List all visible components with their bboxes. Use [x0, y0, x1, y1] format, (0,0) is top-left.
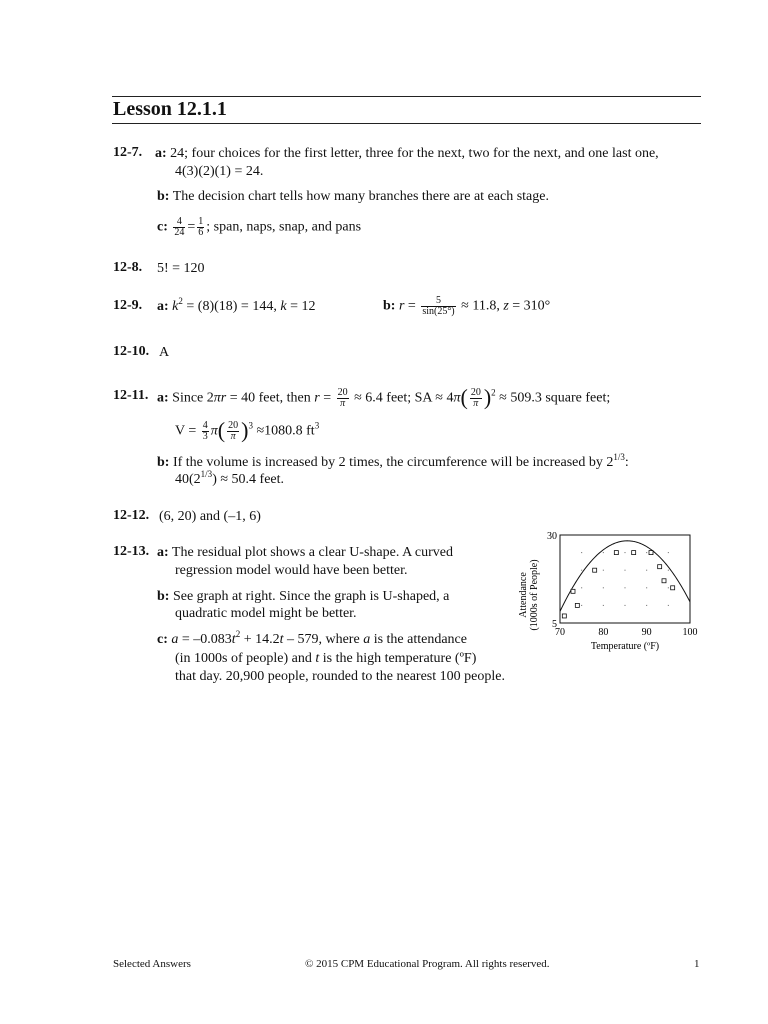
- y-axis-label-line2: (1000s of People): [529, 559, 540, 631]
- problem-12-7-c: c: $\frac{4}{24}$ = $\frac{1}{6}$ ; span, naps, snap, and pans: [157, 216, 362, 238]
- quadratic-fit-curve: [560, 541, 690, 612]
- answer-text: ; span, naps, snap, and pans: [206, 219, 362, 235]
- problem-12-7-number: 12-7.: [113, 145, 143, 160]
- data-point: [562, 614, 566, 618]
- problem-12-11-volume: V = $\frac{4}{3}$ π( $\frac{20}{\pi}$ )$^3$ ≈1080.8 $ft^3$: [175, 417, 320, 443]
- problem-12-13-a: a: The residual plot shows a clear U-shape. A curved: [157, 545, 454, 560]
- data-point: [662, 579, 666, 583]
- y-tick-label: 5: [552, 619, 557, 630]
- part-label: b:: [157, 189, 170, 204]
- problem-12-12-number: 12-12.: [113, 508, 150, 523]
- grid-dot: [668, 587, 669, 588]
- problem-12-8-answer: 5! = 120: [157, 261, 205, 276]
- part-label: a:: [155, 146, 167, 161]
- problem-12-7-a-cont: 4(3)(2)(1) = 24.: [175, 164, 264, 179]
- data-point: [649, 551, 653, 555]
- data-point: [571, 589, 575, 593]
- tick-labels: [547, 531, 698, 638]
- problem-12-13-b-cont: quadratic model might be better.: [175, 606, 357, 621]
- grid-dot: [581, 605, 582, 606]
- problem-12-12-answer: (6, 20) and (–1, 6): [159, 509, 261, 524]
- fraction: $\frac{20}{\pi}$: [337, 387, 348, 409]
- fraction: $\frac{5}{\sin(25^\circ)}$: [422, 295, 455, 317]
- grid-dot: [581, 570, 582, 571]
- problem-12-13-number: 12-13.: [113, 544, 150, 559]
- data-point: [658, 565, 662, 569]
- header-bottom-rule: [112, 123, 701, 124]
- grid-dot: [625, 570, 626, 571]
- grid-dot: [581, 552, 582, 553]
- x-tick-label: 80: [598, 627, 609, 638]
- x-tick-label: 90: [641, 627, 652, 638]
- answer-text: The decision chart tells how many branches there are at each stage.: [172, 189, 549, 204]
- problem-12-10-answer: A: [159, 345, 170, 360]
- footer-center: © 2015 CPM Educational Program. All rights reserved.: [305, 958, 550, 970]
- problem-12-10-number: 12-10.: [113, 344, 150, 359]
- fraction: $\frac{20}{\pi}$: [470, 387, 481, 409]
- x-tick-label: 70: [555, 627, 565, 638]
- fraction: $\frac{20}{\pi}$: [228, 420, 239, 442]
- part-label: c:: [157, 219, 168, 235]
- attendance-scatter-chart: [510, 525, 710, 665]
- grid-dot: [581, 587, 582, 588]
- problem-12-7-a: [155, 145, 659, 163]
- grid-dot: [625, 552, 626, 553]
- problem-12-11-b: b: If the volume is increased by 2 times, the circumference will be increased by $2^{1/3}$:: [157, 452, 629, 470]
- problem-12-8-number: 12-8.: [113, 260, 143, 275]
- grid-dot: [668, 570, 669, 571]
- x-axis-label: Temperature (ºF): [590, 641, 660, 652]
- grid-dot: [603, 605, 604, 606]
- footer-left: Selected Answers: [113, 958, 191, 970]
- data-points: [562, 551, 674, 618]
- problem-12-11-b-cont: $40(2^{1/3}) \approx 50.4$ feet.: [175, 469, 285, 487]
- grid-dot: [668, 552, 669, 553]
- problem-12-13-c: c: $a = -0.083t^2 + 14.2t - 579$, where a is the attendance: [157, 629, 467, 647]
- data-point: [575, 603, 579, 607]
- problem-12-9-a: a: $k^2 = (8)(18) = 144$, k = 12: [157, 296, 316, 314]
- grid-dot: [646, 570, 647, 571]
- data-point: [593, 568, 597, 572]
- grid-dot: [603, 552, 604, 553]
- y-axis-label-line1: Attendance: [518, 572, 529, 618]
- problem-12-13-c-cont2: that day. 20,900 people, rounded to the nearest 100 people.: [175, 669, 505, 684]
- fraction: $\frac{4}{3}$: [202, 420, 208, 442]
- problem-12-7-b: [157, 188, 549, 206]
- y-axis-label: [518, 559, 540, 630]
- fraction: $\frac{1}{6}$: [198, 216, 204, 238]
- grid-dot: [668, 605, 669, 606]
- plot-frame: [560, 535, 690, 623]
- data-point: [671, 586, 675, 590]
- problem-12-9-b: b: r = $\frac{5}{\sin(25^\circ)}$ ≈ 11.8, z = 310°: [383, 295, 551, 317]
- grid-dot: [625, 587, 626, 588]
- grid-dot: [625, 605, 626, 606]
- grid-dot: [646, 605, 647, 606]
- grid-dot: [603, 570, 604, 571]
- grid-dot: [646, 587, 647, 588]
- y-tick-label: 30: [547, 531, 557, 542]
- grid-dot: [646, 552, 647, 553]
- x-tick-label: 100: [682, 627, 698, 638]
- header-top-rule: [112, 96, 701, 97]
- problem-12-13-a-cont: regression model would have been better.: [175, 563, 408, 578]
- data-point: [614, 551, 618, 555]
- problem-12-9-number: 12-9.: [113, 298, 143, 313]
- lesson-title: Lesson 12.1.1: [113, 98, 227, 120]
- problem-12-11-number: 12-11.: [113, 388, 149, 403]
- problem-12-11-a: a: Since 2πr = 40 feet, then r = $\frac{20}{\pi}$ ≈ 6.4 feet; SA ≈ 4π( $\frac{20}{\pi}$ )$^2$ ≈ 509.3 square feet;: [157, 384, 611, 410]
- grid-dots: [581, 552, 669, 606]
- problem-12-13-c-cont: (in 1000s of people) and t is the high temperature (ºF): [175, 651, 477, 666]
- answer-text: 24; four choices for the first letter, three for the next, two for the next, and one last one,: [170, 146, 659, 161]
- page-number: 1: [694, 958, 700, 970]
- fraction: $\frac{4}{24}$: [174, 216, 185, 238]
- grid-dot: [603, 587, 604, 588]
- problem-12-13-b: b: See graph at right. Since the graph is U-shaped, a: [157, 589, 450, 604]
- data-point: [632, 551, 636, 555]
